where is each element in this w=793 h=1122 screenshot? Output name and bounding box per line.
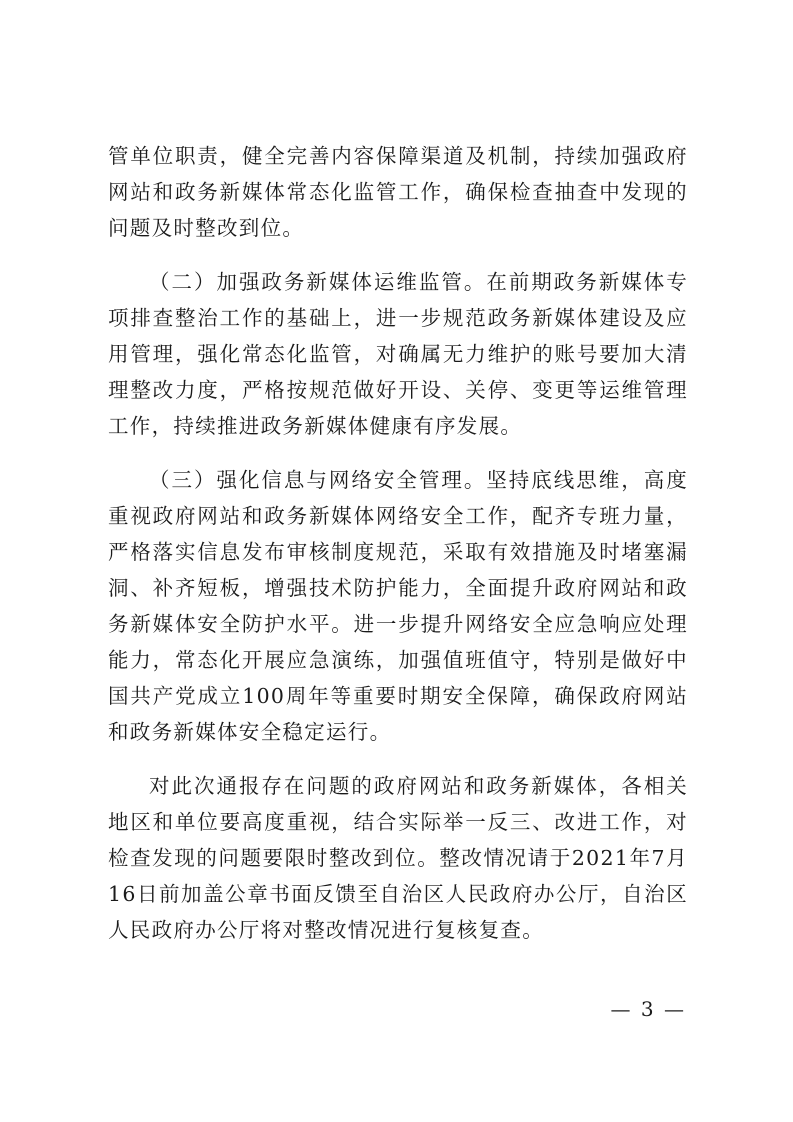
paragraph-text: 管单位职责，健全完善内容保障渠道及机制，持续加强政府网站和政务新媒体常态化监管工作，确保检查抽查中发现的问题及时整改到位。 bbox=[108, 144, 688, 240]
paragraph-section-three bbox=[108, 462, 688, 750]
section-heading: （二）加强政务新媒体运维监管。 bbox=[149, 270, 487, 294]
paragraph-continuation bbox=[108, 138, 688, 246]
paragraph-section-two bbox=[108, 264, 688, 444]
paragraph-text: 对此次通报存在问题的政府网站和政务新媒体，各相关地区和单位要高度重视，结合实际举一反三、改进工作，对检查发现的问题要限时整改到位。整改情况请于2021年7月16日前加盖公章书面反馈至自治区人民政府办公厅，自治区人民政府办公厅将对整改情况进行复核复查。 bbox=[108, 774, 688, 942]
paragraph-text: 在前期政务新媒体专项排查整治工作的基础上，进一步规范政务新媒体建设及应用管理，强化常态化监管，对确属无力维护的账号要加大清理整改力度，严格按规范做好开设、关停、变更等运维管理工作，持续推进政务新媒体健康有序发展。 bbox=[108, 270, 689, 438]
body-text bbox=[108, 138, 688, 966]
paragraph-closing bbox=[108, 768, 688, 948]
section-heading: （三）强化信息与网络安全管理。 bbox=[149, 468, 487, 492]
paragraph-text: 坚持底线思维，高度重视政府网站和政务新媒体网络安全工作，配齐专班力量，严格落实信息发布审核制度规范，采取有效措施及时堵塞漏洞、补齐短板，增强技术防护能力，全面提升政府网站和政务新媒体安全防护水平。进一步提升网络安全应急响应处理能力，常态化开展应急演练，加强值班值守，特别是做好中国共产党成立100周年等重要时期安全保障，确保政府网站和政务新媒体安全稳定运行。 bbox=[108, 468, 689, 744]
page-number: — 3 — bbox=[610, 997, 686, 1021]
